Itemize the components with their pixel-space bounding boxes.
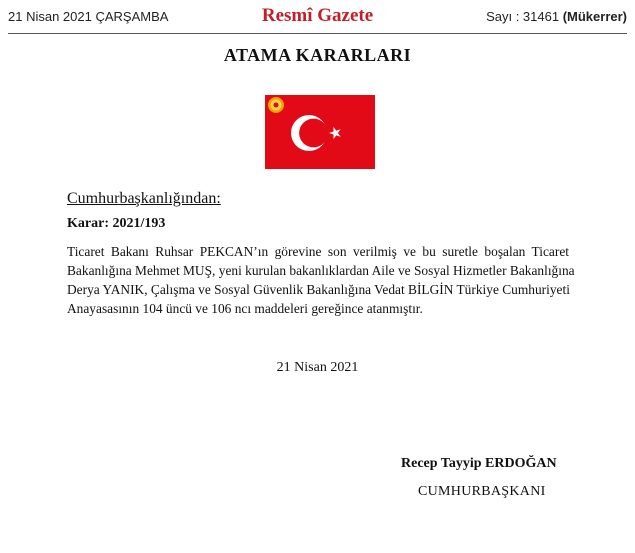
- header-divider: [8, 33, 627, 34]
- issue-suffix: (Mükerrer): [562, 9, 627, 24]
- header-date: 21 Nisan 2021 ÇARŞAMBA: [8, 9, 169, 24]
- signer-name: Recep Tayyip ERDOĞAN: [401, 456, 557, 471]
- presidential-seal-icon: [263, 94, 289, 116]
- body-line: Bakanlığına Mehmet MUŞ, yeni kurulan bakanlıklardan Aile ve Sosyal Hizmetler Bakanlığına: [67, 263, 575, 278]
- gazette-name: Resmî Gazete: [261, 5, 374, 26]
- issue-number: [486, 9, 627, 24]
- body-line: Ticaret Bakanı Ruhsar PEKCAN’ın görevine son verilmiş ve bu suretle boşalan Ticaret: [67, 244, 569, 259]
- decision-date: 21 Nisan 2021: [276, 360, 359, 375]
- decision-body: [67, 242, 575, 318]
- body-line: Anayasasının 104 üncü ve 106 ncı maddeleri gereğince atanmıştır.: [67, 301, 423, 316]
- body-line: Derya YANIK, Çalışma ve Sosyal Güvenlik Bakanlığına Vedat BİLGİN Türkiye Cumhuriyeti: [67, 282, 570, 297]
- issue-prefix: Sayı : 31461: [486, 9, 560, 24]
- section-title: ATAMA KARARLARI: [223, 45, 412, 65]
- signer-title: CUMHURBAŞKANI: [418, 484, 546, 499]
- issuing-authority: Cumhurbaşkanlığından:: [67, 190, 221, 207]
- decision-number: Karar: 2021/193: [67, 216, 166, 231]
- gazette-header: [8, 4, 627, 30]
